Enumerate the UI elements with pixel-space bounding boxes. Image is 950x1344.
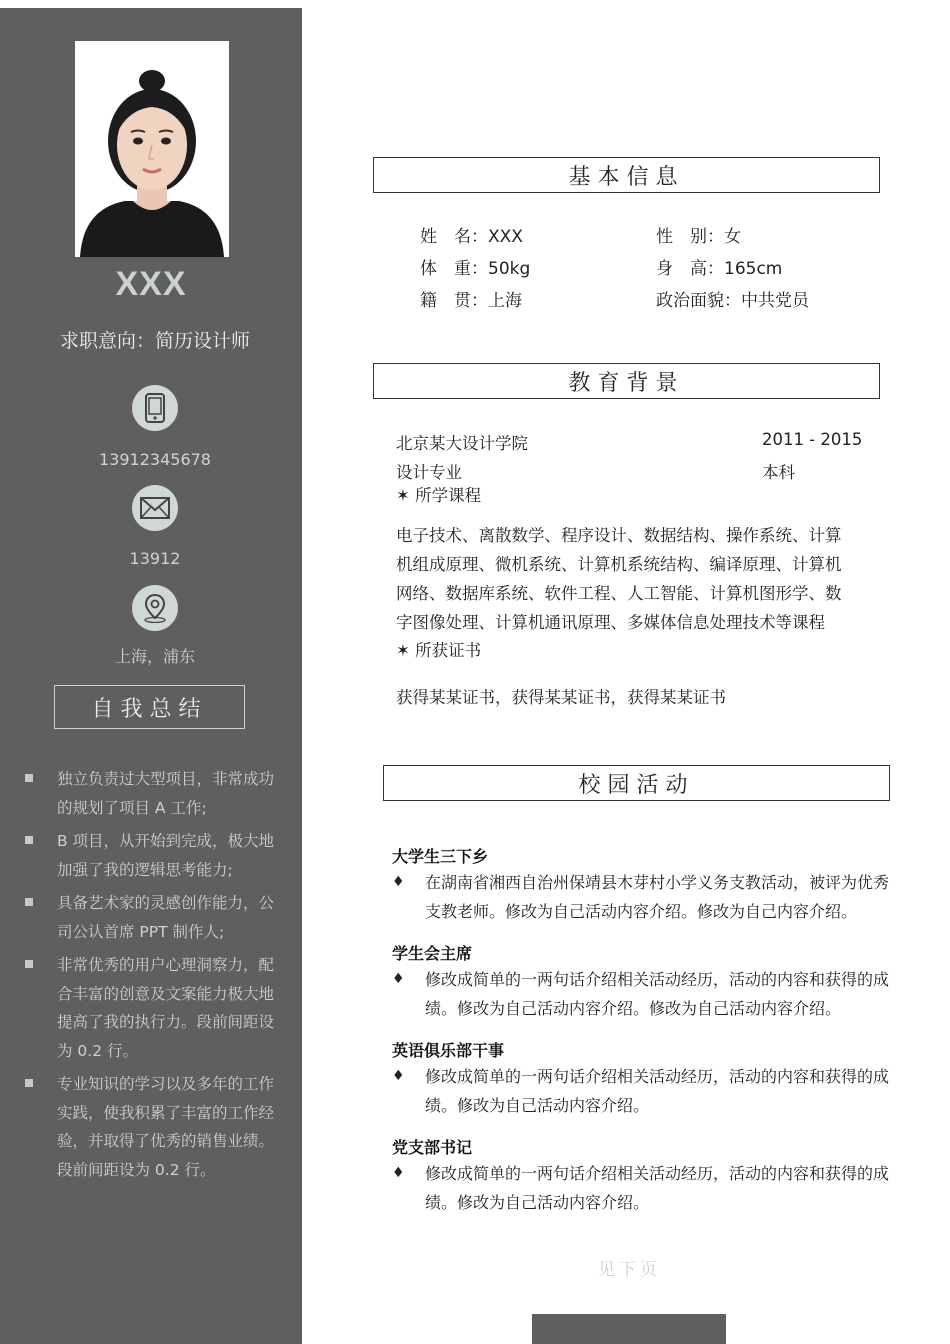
envelope-icon xyxy=(132,485,178,531)
next-page-note: 见下页 xyxy=(598,1260,661,1280)
basic-info-heading: 基本信息 xyxy=(373,157,880,193)
study-years: 2011 - 2015 xyxy=(762,430,863,449)
drop-bullet-icon: ♦ xyxy=(392,971,405,987)
square-bullet-icon xyxy=(25,836,33,844)
summary-heading: 自我总结 xyxy=(54,685,245,729)
email-text: 13912 xyxy=(129,549,181,568)
courses-paragraph: 电子技术、离散数学、程序设计、数据结构、操作系统、计算 机组成原理、微机系统、计算机系统结构、编译原理、计算机 网络、数据库系统、软件工程、人工智能、计算机图形学、数 字图像处理、计算机通讯原理、多媒体信息处理技术等课程 xyxy=(396,526,842,632)
education-heading: 教育背景 xyxy=(373,363,880,399)
cert-label: ✶ 所获证书 xyxy=(396,641,482,660)
school-name: 北京某大设计学院 xyxy=(396,434,528,453)
location-pin-icon xyxy=(132,585,178,631)
info-row: 性 别：女 xyxy=(656,227,741,247)
certs: 获得某某证书，获得某某证书，获得某某证书 xyxy=(396,688,726,707)
info-row: 籍 贯：上海 xyxy=(420,291,522,311)
degree: 本科 xyxy=(762,463,795,482)
major: 设计专业 xyxy=(396,463,462,482)
drop-bullet-icon: ♦ xyxy=(392,874,405,890)
phone-icon xyxy=(132,385,178,431)
activities-heading: 校园活动 xyxy=(383,765,890,801)
square-bullet-icon xyxy=(25,1079,33,1087)
activity-title: 英语俱乐部干事 xyxy=(392,1041,505,1060)
list-item: 非常优秀的用户心理洞察力，配合丰富的创意及文案能力极大地提高了我的执行力。段前间距设为 0.2 行。 xyxy=(20,951,282,1065)
job-intent: 求职意向：简历设计师 xyxy=(59,330,250,352)
list-item: 专业知识的学习以及多年的工作实践，使我积累了丰富的工作经验，并取得了优秀的销售业绩。段前间距设为 0.2 行。 xyxy=(20,1070,282,1184)
square-bullet-icon xyxy=(25,898,33,906)
activity-title: 党支部书记 xyxy=(392,1138,473,1157)
info-row: 身 高：165cm xyxy=(656,259,783,279)
list-item: 具备艺术家的灵感创作能力，公司公认首席 PPT 制作人; xyxy=(20,889,282,946)
activity-item: ♦ 修改成简单的一两句话介绍相关活动经历，活动的内容和获得的成绩。修改为自己活动内容介绍。修改为自己活动内容介绍。 xyxy=(392,965,902,1023)
list-item: B 项目，从开始到完成，极大地加强了我的逻辑思考能力; xyxy=(20,827,282,884)
summary-list xyxy=(20,765,282,1189)
square-bullet-icon xyxy=(25,774,33,782)
info-row: 姓 名：XXX xyxy=(420,227,523,247)
drop-bullet-icon: ♦ xyxy=(392,1165,405,1181)
location-text: 上海，浦东 xyxy=(114,647,195,666)
profile-photo xyxy=(75,41,229,257)
activity-item: ♦ 修改成简单的一两句话介绍相关活动经历，活动的内容和获得的成绩。修改为自己活动内容介绍。 xyxy=(392,1062,902,1120)
info-row: 体 重：50kg xyxy=(420,259,531,279)
phone-number: 13912345678 xyxy=(99,450,211,469)
activity-item: ♦ 修改成简单的一两句话介绍相关活动经历，活动的内容和获得的成绩。修改为自己活动内容介绍。 xyxy=(392,1159,902,1217)
drop-bullet-icon: ♦ xyxy=(392,1068,405,1084)
activity-title: 学生会主席 xyxy=(392,944,473,963)
activity-item: ♦ 在湖南省湘西自治州保靖县木芽村小学义务支教活动，被评为优秀支教老师。修改为自己活动内容介绍。修改为自己内容介绍。 xyxy=(392,868,902,926)
activity-title: 大学生三下乡 xyxy=(392,847,489,866)
courses-label: ✶ 所学课程 xyxy=(396,486,482,505)
candidate-name: XXX xyxy=(115,265,187,303)
info-row: 政治面貌：中共党员 xyxy=(656,291,809,311)
footer-bar xyxy=(532,1314,726,1344)
square-bullet-icon xyxy=(25,960,33,968)
list-item: 独立负责过大型项目，非常成功的规划了项目 A 工作; xyxy=(20,765,282,822)
